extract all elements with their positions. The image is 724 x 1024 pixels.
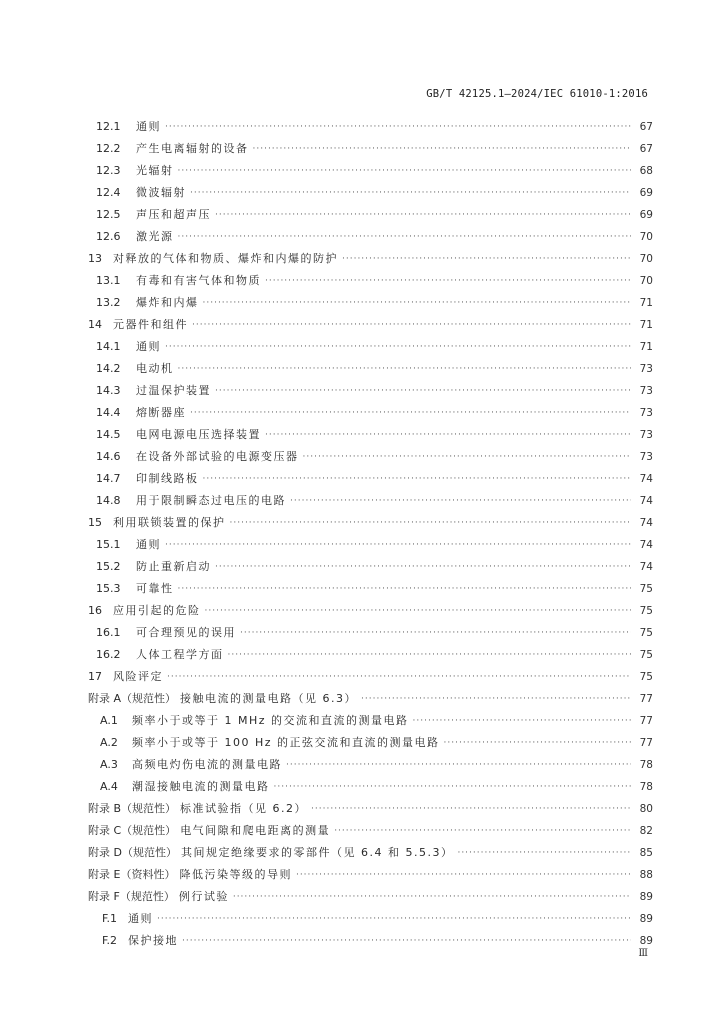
toc-entry[interactable]	[88, 888, 653, 906]
toc-entry-number: 14.2	[96, 362, 121, 375]
toc-entry-page: 77	[639, 715, 653, 727]
toc-entry-number: 16.2	[96, 648, 121, 661]
toc-entry-number: 13.1	[96, 274, 121, 287]
toc-entry-title: 风险评定	[113, 670, 163, 683]
toc-leader-dots	[182, 932, 631, 950]
toc-entry-title: 对释放的气体和物质、爆炸和内爆的防护	[113, 252, 338, 265]
toc-leader-dots	[342, 250, 631, 268]
toc-entry[interactable]	[88, 690, 653, 708]
toc-entry-page: 74	[639, 561, 653, 573]
toc-entry-number: 12.2	[96, 142, 121, 155]
toc-leader-dots	[444, 734, 631, 752]
toc-entry-number: 附录 F（规范性）	[88, 890, 175, 903]
toc-leader-dots	[178, 162, 632, 180]
toc-entry[interactable]	[100, 734, 653, 752]
toc-leader-dots	[215, 558, 631, 576]
toc-entry-page: 89	[639, 913, 653, 925]
toc-entry-page: 75	[639, 671, 653, 683]
toc-entry-title: 通则	[136, 120, 161, 133]
toc-entry-page: 69	[639, 187, 653, 199]
toc-entry[interactable]	[96, 470, 653, 488]
toc-entry-number: 13.2	[96, 296, 121, 309]
toc-entry-page: 85	[639, 847, 653, 859]
toc-entry-title: 通则	[136, 538, 161, 551]
toc-leader-dots	[457, 844, 631, 862]
toc-entry-title: 电动机	[136, 362, 174, 375]
toc-entry[interactable]	[96, 118, 653, 136]
toc-entry-number: 12.3	[96, 164, 121, 177]
toc-entry-title: 频率小于或等于 100 Hz 的正弦交流和直流的测量电路	[132, 736, 440, 749]
toc-leader-dots	[165, 118, 631, 136]
toc-entry-number: 14.7	[96, 472, 121, 485]
toc-entry-title: 可靠性	[136, 582, 174, 595]
toc-entry[interactable]	[88, 602, 653, 620]
toc-entry-title: 光辐射	[136, 164, 174, 177]
toc-entry-title: 例行试验	[178, 890, 229, 903]
toc-entry-number: 16	[88, 604, 102, 617]
toc-leader-dots	[413, 712, 631, 730]
toc-entry-number: 14.3	[96, 384, 121, 397]
toc-entry-title: 元器件和组件	[113, 318, 188, 331]
toc-entry-page: 77	[639, 693, 653, 705]
toc-entry-page: 73	[639, 451, 653, 463]
toc-entry-page: 89	[639, 935, 653, 947]
toc-leader-dots	[230, 514, 632, 532]
toc-entry-page: 74	[639, 517, 653, 529]
toc-entry-title: 接触电流的测量电路（见 6.3）	[180, 692, 358, 705]
toc-leader-dots	[178, 360, 632, 378]
toc-entry-number: 附录 B（规范性）	[88, 802, 177, 815]
toc-entry[interactable]	[96, 184, 653, 202]
toc-entry-number: F.1	[102, 912, 118, 925]
toc-entry[interactable]	[96, 162, 653, 180]
toc-entry-title: 熔断器座	[136, 406, 186, 419]
toc-entry-title: 声压和超声压	[136, 208, 211, 221]
toc-entry-number: 12.4	[96, 186, 121, 199]
standard-number-header: GB/T 42125.1—2024/IEC 61010-1:2016	[426, 88, 648, 100]
toc-entry-page: 78	[639, 759, 653, 771]
toc-leader-dots	[215, 382, 631, 400]
toc-entry-number: 15	[88, 516, 102, 529]
toc-entry-title: 降低污染等级的导则	[179, 868, 292, 881]
toc-entry[interactable]	[100, 712, 653, 730]
toc-entry-page: 67	[639, 143, 653, 155]
toc-entry-page: 75	[639, 627, 653, 639]
toc-entry-number: 14.4	[96, 406, 121, 419]
toc-entry[interactable]	[96, 426, 653, 444]
toc-entry-page: 73	[639, 429, 653, 441]
toc-entry-number: 12.1	[96, 120, 121, 133]
toc-entry[interactable]	[88, 250, 653, 268]
toc-entry[interactable]	[102, 932, 653, 950]
toc-entry-title: 频率小于或等于 1 MHz 的交流和直流的测量电路	[132, 714, 409, 727]
toc-entry-number: 附录 D（规范性）	[88, 846, 177, 859]
toc-entry-number: 附录 A（规范性）	[88, 692, 177, 705]
toc-entry[interactable]	[88, 514, 653, 532]
toc-entry-title: 通则	[128, 912, 153, 925]
toc-leader-dots	[167, 668, 631, 686]
toc-entry-page: 74	[639, 473, 653, 485]
toc-leader-dots	[205, 602, 632, 620]
toc-leader-dots	[233, 888, 631, 906]
toc-entry[interactable]	[88, 800, 653, 818]
toc-entry[interactable]	[96, 272, 653, 290]
toc-entry-title: 潮湿接触电流的测量电路	[132, 780, 270, 793]
toc-leader-dots	[286, 756, 631, 774]
toc-entry[interactable]	[100, 778, 653, 796]
toc-entry[interactable]	[96, 558, 653, 576]
toc-entry-page: 68	[639, 165, 653, 177]
toc-entry-title: 其间规定绝缘要求的零部件（见 6.4 和 5.5.3）	[180, 846, 454, 859]
toc-entry-page: 74	[639, 539, 653, 551]
toc-entry-number: 15.3	[96, 582, 121, 595]
toc-leader-dots	[215, 206, 631, 224]
toc-entry-title: 可合理预见的误用	[136, 626, 236, 639]
toc-entry-number: 12.5	[96, 208, 121, 221]
toc-leader-dots	[240, 624, 631, 642]
toc-entry-title: 高频电灼伤电流的测量电路	[132, 758, 282, 771]
toc-leader-dots	[190, 184, 631, 202]
toc-entry[interactable]	[96, 338, 653, 356]
toc-leader-dots	[165, 338, 631, 356]
toc-entry-page: 89	[639, 891, 653, 903]
toc-entry-page: 73	[639, 363, 653, 375]
toc-entry-title: 微波辐射	[136, 186, 186, 199]
toc-entry-page: 77	[639, 737, 653, 749]
toc-entry[interactable]	[96, 580, 653, 598]
toc-entry-title: 利用联锁装置的保护	[113, 516, 226, 529]
toc-entry-page: 71	[639, 319, 653, 331]
toc-leader-dots	[157, 910, 631, 928]
toc-leader-dots	[203, 470, 632, 488]
toc-entry[interactable]	[88, 668, 653, 686]
toc-entry-page: 71	[639, 341, 653, 353]
toc-entry[interactable]	[96, 140, 653, 158]
toc-leader-dots	[265, 426, 631, 444]
toc-entry[interactable]	[96, 206, 653, 224]
toc-entry[interactable]	[96, 646, 653, 664]
toc-entry-number: A.4	[100, 780, 118, 793]
toc-entry[interactable]	[96, 536, 653, 554]
toc-entry[interactable]	[88, 822, 653, 840]
toc-entry-number: 附录 E（资料性）	[88, 868, 176, 881]
toc-entry-title: 有毒和有害气体和物质	[136, 274, 261, 287]
toc-entry-number: 14.1	[96, 340, 121, 353]
toc-leader-dots	[296, 866, 631, 884]
toc-entry-title: 保护接地	[128, 934, 178, 947]
toc-leader-dots	[228, 646, 632, 664]
toc-entry-title: 电气间隙和爬电距离的测量	[180, 824, 331, 837]
toc-entry[interactable]	[96, 492, 653, 510]
toc-entry-page: 80	[639, 803, 653, 815]
toc-entry-page: 73	[639, 407, 653, 419]
toc-entry[interactable]	[96, 404, 653, 422]
toc-entry-number: 15.1	[96, 538, 121, 551]
toc-entry-title: 人体工程学方面	[136, 648, 224, 661]
toc-entry-number: 16.1	[96, 626, 121, 639]
toc-entry-title: 过温保护装置	[136, 384, 211, 397]
toc-entry-page: 75	[639, 649, 653, 661]
toc-entry-title: 爆炸和内爆	[136, 296, 199, 309]
toc-entry-number: A.2	[100, 736, 118, 749]
toc-entry-title: 应用引起的危险	[113, 604, 201, 617]
toc-entry-number: 15.2	[96, 560, 121, 573]
toc-entry-page: 67	[639, 121, 653, 133]
toc-leader-dots	[265, 272, 631, 290]
toc-entry-page: 73	[639, 385, 653, 397]
toc-entry[interactable]	[100, 756, 653, 774]
toc-entry-title: 通则	[136, 340, 161, 353]
toc-entry[interactable]	[96, 228, 653, 246]
toc-leader-dots	[303, 448, 632, 466]
toc-entry[interactable]	[96, 360, 653, 378]
toc-entry-number: 14.6	[96, 450, 121, 463]
toc-entry-title: 产生电离辐射的设备	[136, 142, 249, 155]
toc-entry-page: 75	[639, 605, 653, 617]
toc-entry-page: 70	[639, 275, 653, 287]
toc-entry-page: 82	[639, 825, 653, 837]
toc-entry[interactable]	[96, 448, 653, 466]
toc-leader-dots	[165, 536, 631, 554]
toc-entry[interactable]	[88, 316, 653, 334]
toc-entry-number: A.3	[100, 758, 118, 771]
toc-entry-title: 用于限制瞬态过电压的电路	[136, 494, 286, 507]
toc-entry-number: 14	[88, 318, 102, 331]
toc-entry-page: 70	[639, 253, 653, 265]
toc-entry-title: 在设备外部试验的电源变压器	[136, 450, 299, 463]
toc-leader-dots	[178, 580, 632, 598]
toc-leader-dots	[290, 492, 631, 510]
toc-entry-number: 附录 C（规范性）	[88, 824, 177, 837]
toc-entry-number: 12.6	[96, 230, 121, 243]
toc-entry-number: 13	[88, 252, 102, 265]
toc-leader-dots	[178, 228, 632, 246]
toc-entry-number: 17	[88, 670, 102, 683]
toc-entry-page: 75	[639, 583, 653, 595]
toc-entry-page: 69	[639, 209, 653, 221]
toc-entry-page: 74	[639, 495, 653, 507]
toc-entry-title: 标准试验指（见 6.2）	[180, 802, 308, 815]
toc-leader-dots	[311, 800, 631, 818]
toc-entry-page: 70	[639, 231, 653, 243]
toc-entry-title: 印制线路板	[136, 472, 199, 485]
toc-entry-page: 71	[639, 297, 653, 309]
toc-entry-number: 14.5	[96, 428, 121, 441]
toc-leader-dots	[253, 140, 632, 158]
toc-entry[interactable]	[96, 382, 653, 400]
toc-entry-page: 78	[639, 781, 653, 793]
toc-entry-number: F.2	[102, 934, 118, 947]
page-number-footer: Ⅲ	[638, 948, 648, 959]
toc-entry-number: 14.8	[96, 494, 121, 507]
toc-entry-title: 防止重新启动	[136, 560, 211, 573]
toc-entry[interactable]	[88, 844, 653, 862]
toc-entry-title: 激光源	[136, 230, 174, 243]
toc-entry-page: 88	[639, 869, 653, 881]
toc-leader-dots	[192, 316, 631, 334]
toc-entry-number: A.1	[100, 714, 118, 727]
toc-entry-title: 电网电源电压选择装置	[136, 428, 261, 441]
toc-entry[interactable]	[102, 910, 653, 928]
toc-leader-dots	[190, 404, 631, 422]
toc-entry[interactable]	[88, 866, 653, 884]
toc-entry[interactable]	[96, 294, 653, 312]
toc-leader-dots	[203, 294, 632, 312]
toc-leader-dots	[334, 822, 631, 840]
toc-entry[interactable]	[96, 624, 653, 642]
toc-leader-dots	[274, 778, 632, 796]
toc-leader-dots	[361, 690, 631, 708]
